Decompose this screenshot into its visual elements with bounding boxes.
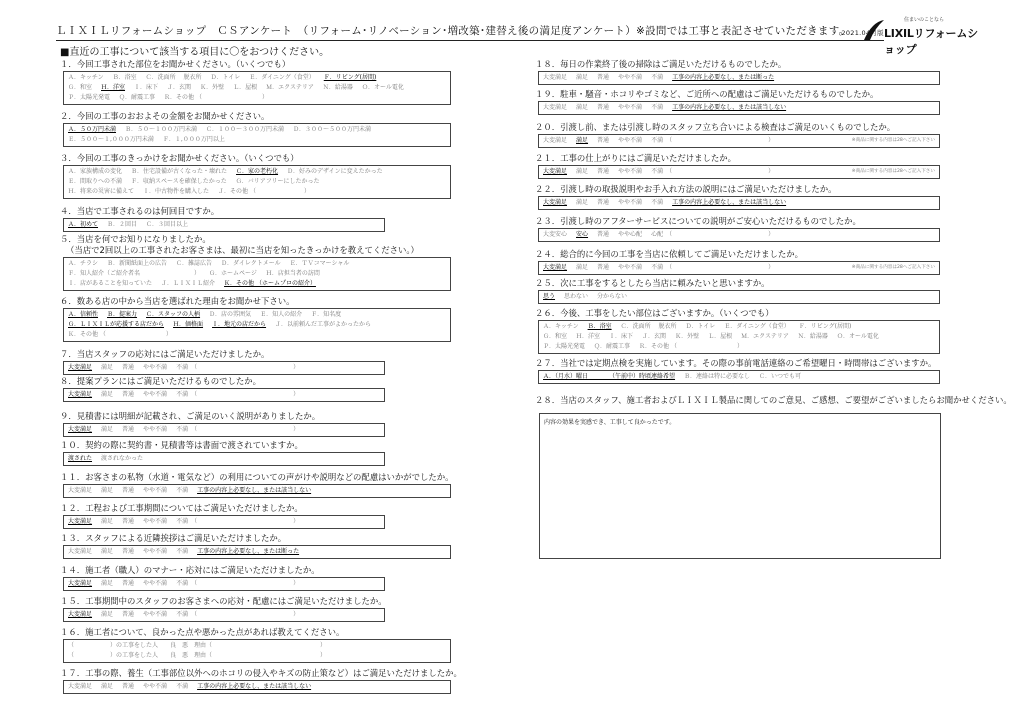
answer-row — [68, 320, 446, 330]
right-answer-box-1 — [538, 71, 940, 85]
option[interactable]: Ｋ．外壁 — [200, 84, 225, 91]
option[interactable]: Ｊ．玄関 — [167, 84, 192, 91]
answer-note: ※商品に関する内容は28へご記入下さい — [851, 265, 935, 270]
option[interactable]: Ｌ．屋根 — [708, 333, 733, 340]
option[interactable]: やや不満 — [143, 487, 168, 494]
option[interactable]: 不満 （ ） — [176, 391, 300, 398]
right-answer-box-4 — [538, 165, 940, 179]
left-answer-box-3 — [63, 165, 451, 199]
option[interactable]: 普通 — [122, 611, 135, 618]
option[interactable]: 渡されなかった — [101, 455, 144, 462]
option[interactable]: Ｂ．５０～１００万円未満 — [125, 126, 198, 133]
option[interactable]: 満足 — [101, 548, 114, 555]
option[interactable]: 大変満足 — [68, 487, 93, 494]
selected-option[interactable]: 大変満足 — [543, 168, 568, 175]
answer-row — [68, 390, 380, 400]
answer-row — [543, 292, 935, 302]
option[interactable]: 普通 — [597, 104, 610, 111]
option[interactable]: やや不満 — [143, 391, 168, 398]
answer-row — [68, 125, 446, 135]
option[interactable]: Ｆ．１,０００万円以上 — [162, 136, 225, 143]
option[interactable]: Ｃ．３回目以上 — [146, 221, 189, 228]
answer-row — [543, 230, 935, 240]
answer-row — [68, 269, 446, 279]
right-answer-box-10 — [538, 370, 940, 384]
option[interactable]: Ｉ．中古物件を購入した — [143, 188, 210, 195]
option[interactable]: 不満 （ ） — [176, 518, 300, 525]
option[interactable]: Ｂ．２回目 — [107, 221, 138, 228]
option[interactable]: 普通 — [122, 391, 135, 398]
option[interactable]: Ｂ．浴室 — [112, 74, 137, 81]
option[interactable]: やや不満 — [143, 611, 168, 618]
option[interactable]: やや不満 — [618, 137, 643, 144]
option[interactable]: 不満 （ ） — [651, 168, 775, 175]
option[interactable]: Ｅ．ダイニング（食堂） — [724, 323, 790, 330]
option[interactable]: Ｐ．太陽光発電 — [68, 94, 111, 101]
answer-row — [68, 486, 446, 496]
option[interactable]: やや不満 — [618, 74, 643, 81]
answer-row — [543, 332, 935, 342]
option[interactable]: やや心配 — [618, 231, 643, 238]
option[interactable]: 不満 （ ） — [176, 611, 300, 618]
option[interactable]: Ｃ．雑誌広告 — [176, 260, 213, 267]
option[interactable]: 満足 — [576, 74, 589, 81]
answer-row — [68, 93, 446, 103]
option[interactable]: Ｒ．その他 （ ） — [164, 94, 268, 101]
option[interactable]: やや不満 — [143, 364, 168, 371]
selected-option[interactable]: 大変満足 — [68, 391, 93, 398]
option[interactable]: 大変安心 — [543, 231, 568, 238]
intro-text: ■直近の工事について該当する項目に〇をおつけください。 — [60, 47, 330, 58]
option[interactable]: Ｎ．給湯器 — [322, 84, 353, 91]
right-question-4: ２１．工事の仕上がりにはご満足いただけましたか。 — [535, 153, 736, 163]
option[interactable]: Ｑ．耐震工事 — [119, 94, 156, 101]
selected-option[interactable]: Ｆ．リビング(居間) — [323, 74, 377, 81]
answer-row — [68, 579, 380, 589]
right-question-7: ２４．総合的に今回の工事を当店に依頼してご満足いただけましたか。 — [535, 249, 803, 259]
option[interactable]: 不満 — [651, 104, 664, 111]
option[interactable]: 普通 — [597, 74, 610, 81]
lixil-logo — [862, 14, 982, 56]
selected-option[interactable]: Ｃ．スタッフの人柄 — [146, 311, 201, 318]
selected-option[interactable]: 工事の内容上必要なし、または断った — [197, 548, 300, 555]
option[interactable]: Ｆ．知名度 — [311, 311, 342, 318]
left-question-9: ９．見積書には明細が記載され、ご満足のいく説明がありましたか。 — [60, 411, 321, 421]
left-question-6: ６．数ある店の中から当店を選ばれた理由をお聞かせ下さい。 — [60, 296, 295, 306]
option[interactable]: 不満 — [176, 548, 189, 555]
left-answer-box-8 — [63, 388, 385, 402]
answer-row — [68, 167, 446, 177]
selected-option[interactable]: Ｃ．家の老朽化 — [236, 168, 279, 175]
option[interactable]: 不満 — [651, 74, 664, 81]
right-answer-box-7 — [538, 261, 940, 275]
option[interactable]: Ｉ．店があることを知っていた — [68, 280, 153, 287]
option[interactable]: 普通 — [597, 137, 610, 144]
option[interactable]: Ｋ．外壁 — [675, 333, 700, 340]
selected-option[interactable]: Ｂ．浴室 — [587, 323, 612, 330]
selected-option[interactable]: 大変満足 — [68, 580, 93, 587]
selected-option[interactable]: 大変満足 — [68, 426, 93, 433]
option[interactable]: Ｏ．オール電化 — [836, 333, 879, 340]
option[interactable]: Ｌ．屋根 — [233, 84, 258, 91]
option[interactable]: Ｇ．バリアフリーにしたかった — [235, 178, 320, 185]
left-question-5-note: （当店で2回以上の工事されたお客さまは、最初に当店を知ったきっかけを教えてください。） — [66, 245, 419, 255]
option[interactable]: Ｈ．将来の災害に備えて — [68, 188, 135, 195]
right-answer-box-2 — [538, 101, 940, 115]
option[interactable]: Ｇ．和室 — [543, 333, 568, 340]
option[interactable]: Ｊ．その他 （ ） — [218, 188, 310, 195]
option[interactable]: Ｅ．５００～１,０００万円未満 — [68, 136, 154, 143]
option[interactable]: Ｃ．１００～３００万円未満 — [206, 126, 285, 133]
answer-row — [543, 136, 935, 146]
option[interactable]: 普通 — [122, 487, 135, 494]
right-answer-box-5 — [538, 196, 940, 210]
answer-row — [543, 263, 935, 273]
option[interactable]: Ｍ．エクステリア — [266, 84, 314, 91]
left-answer-box-17 — [63, 680, 451, 694]
option[interactable]: 不満 （ ） — [651, 264, 775, 271]
option[interactable]: 満足 — [101, 364, 114, 371]
left-question-1: １．今回工事された部位をお聞かせください。（いくつでも） — [60, 59, 291, 69]
selected-option[interactable]: 工事の内容上必要なし、または該当しない — [672, 199, 787, 206]
option[interactable]: 普通 — [122, 364, 135, 371]
answer-note: ※商品に関する内容は28へご記入下さい — [851, 138, 935, 143]
option[interactable]: Ｅ．知人の紹介 — [260, 311, 303, 318]
option[interactable]: 満足 — [101, 683, 114, 690]
option[interactable]: Ｐ．太陽光発電 — [543, 343, 586, 350]
option[interactable]: Ｅ．ダイニング（食堂） — [249, 74, 315, 81]
option[interactable]: Ｑ．耐震工事 — [594, 343, 631, 350]
option[interactable]: （ ）の工事をした人 良 悪 理由（ ） — [68, 642, 327, 649]
option[interactable]: Ｅ．間取りへの不満 — [68, 178, 123, 185]
selected-option[interactable]: 工事の内容上必要なし、または該当しない — [197, 683, 312, 690]
option[interactable]: 満足 — [101, 580, 114, 587]
option[interactable]: （ ）の工事をした人 良 悪 理由（ ） — [68, 652, 327, 659]
option[interactable]: Ｊ．以前頼んだ工事がよかったから — [275, 321, 372, 328]
option[interactable]: Ｒ．その他 （ ） — [639, 343, 743, 350]
answer-row — [68, 73, 446, 83]
right-answer-box-9 — [538, 320, 940, 354]
selected-option[interactable]: Ｂ．提案力 — [107, 311, 138, 318]
selected-option[interactable]: Ｇ．ＬＩＸＩＬが応援する店だから — [68, 321, 165, 328]
left-question-14: １４．施工者（職人）のマナー・応対にはご満足いただけましたか。 — [60, 565, 320, 575]
answer-row — [68, 330, 446, 340]
option[interactable]: Ｅ．ＴＶコマーシャル — [289, 260, 350, 267]
option[interactable]: 普通 — [597, 264, 610, 271]
option[interactable]: Ｊ．ＬＩＸＩＬ紹介 — [161, 280, 216, 287]
left-question-2: ２．今回の工事のおおよその金額をお聞かせください。 — [60, 111, 270, 121]
right-question-5: ２２．引渡し時の取扱説明やお手入れ方法の説明にはご満足いただけましたか。 — [535, 184, 837, 194]
left-question-4: ４．当店で工事されるのは何回目ですか。 — [60, 206, 220, 216]
answer-row — [68, 135, 446, 145]
option[interactable]: Ａ．キッチン — [68, 74, 104, 81]
answer-row — [68, 279, 446, 289]
left-question-7: ７．当店スタッフの応対にはご満足いただけましたか。 — [60, 349, 270, 359]
right-question-10: ２７．当社では定期点検を実施しています。その際の事前電話連絡のご希望曜日・時間帯はございますか。 — [535, 358, 937, 368]
option[interactable]: 普通 — [122, 426, 135, 433]
left-question-5: ５．当店を何でお知りになりましたか。 — [60, 234, 211, 244]
option[interactable]: 普通 — [597, 231, 610, 238]
answer-row — [543, 198, 935, 208]
right-question-9: ２６．今後、工事をしたい部位はございますか。（いくつでも） — [535, 308, 774, 318]
selected-option[interactable]: 大変満足 — [543, 199, 568, 206]
logo-tagline: 住まいのことなら — [904, 17, 945, 23]
left-answer-box-14 — [63, 577, 385, 591]
option[interactable]: 不満 （ ） — [176, 580, 300, 587]
left-question-12: １２．工程および工事期間についてはご満足いただけましたか。 — [60, 503, 303, 513]
option[interactable]: Ｄ．好みのデザインに変えたかった — [287, 168, 383, 175]
answer-row — [68, 177, 446, 187]
option[interactable]: やや不満 — [143, 548, 168, 555]
answer-row — [543, 167, 935, 177]
left-answer-box-16 — [63, 639, 451, 663]
selected-option[interactable]: 工事の内容上必要なし、または該当しない — [672, 104, 787, 111]
answer-row — [68, 363, 380, 373]
left-question-10: １０．契約の際に契約書・見積書等は書面で渡されていますか。 — [60, 440, 303, 450]
answer-row — [68, 220, 380, 230]
option[interactable]: 満足 — [576, 168, 589, 175]
right-answer-box-6 — [538, 228, 940, 242]
option[interactable]: 満足 — [576, 199, 589, 206]
selected-option[interactable]: Ａ．５０万円未満 — [68, 126, 117, 133]
option[interactable]: Ｈ．店担当者の訪問 — [265, 270, 320, 277]
answer-row — [543, 322, 935, 332]
option[interactable]: Ｃ．いつでも可 — [759, 373, 802, 380]
answer-row — [68, 610, 380, 620]
option[interactable]: やや不満 — [618, 199, 643, 206]
answer-row — [68, 259, 446, 269]
answer-row — [68, 454, 380, 464]
option[interactable]: Ｄ．トイレ — [210, 74, 241, 81]
left-answer-box-7 — [63, 361, 385, 375]
option[interactable]: Ｉ．床下 — [609, 333, 634, 340]
option[interactable]: Ｄ．ダイレクトメール — [221, 260, 281, 267]
selected-option[interactable]: 大変満足 — [68, 611, 93, 618]
option[interactable]: やや不満 — [143, 580, 168, 587]
option[interactable]: 大変満足 — [543, 104, 568, 111]
left-answer-box-11 — [63, 484, 451, 498]
selected-option[interactable]: 大変満足 — [68, 518, 93, 525]
left-question-11: １１．お客さまの私物（水道・電気など）の利用についての声がけや説明などの配慮はいかがでしたか。 — [60, 472, 454, 482]
answer-row — [68, 187, 446, 197]
option[interactable]: 大変満足 — [68, 548, 93, 555]
option[interactable]: Ｂ．連絡は特に必要なし — [684, 373, 751, 380]
option[interactable]: 普通 — [122, 580, 135, 587]
form-title — [56, 25, 884, 41]
left-answer-box-12 — [63, 515, 385, 529]
left-question-16: １６．施工者について、良かった点や悪かった点があれば教えてください。 — [60, 627, 345, 637]
option[interactable]: Ｎ．給湯器 — [797, 333, 828, 340]
option[interactable]: Ｄ．３００～５００万円未満 — [293, 126, 372, 133]
selected-option[interactable]: 工事の内容上必要なし、または断った — [672, 74, 775, 81]
option[interactable]: 満足 — [576, 104, 589, 111]
option[interactable]: 普通 — [122, 683, 135, 690]
option[interactable]: やや不満 — [618, 168, 643, 175]
selected-option[interactable]: Ｈ．洋室 — [101, 84, 126, 91]
selected-option[interactable]: Ｉ．地元の店だから — [212, 321, 267, 328]
option[interactable]: 分からない — [597, 293, 628, 300]
option[interactable]: 満足 — [101, 518, 114, 525]
option[interactable]: Ｂ．新聞紙面上の広告 — [107, 260, 168, 267]
option[interactable]: やや不満 — [143, 518, 168, 525]
left-answer-box-4 — [63, 218, 385, 232]
answer-row — [68, 83, 446, 93]
answer-row — [543, 73, 935, 83]
option[interactable]: 大変満足 — [68, 683, 93, 690]
answer-row — [68, 682, 446, 692]
selected-option[interactable]: 安心 — [576, 231, 589, 238]
option[interactable]: Ｇ．ホームページ — [209, 270, 257, 277]
left-answer-box-2 — [63, 123, 451, 147]
option[interactable]: Ｋ．その他 （ ） — [68, 331, 172, 338]
option[interactable]: 満足 — [101, 391, 114, 398]
option[interactable]: Ｆ．知人紹介（ご紹介者名 ） — [68, 270, 201, 277]
option[interactable]: 不満 （ ） — [176, 364, 300, 371]
left-answer-box-10 — [63, 452, 385, 466]
selected-option[interactable]: 満足 — [576, 137, 589, 144]
answer-row — [68, 547, 446, 557]
option[interactable]: 大変満足 — [543, 74, 568, 81]
option[interactable]: Ｉ．床下 — [134, 84, 159, 91]
option[interactable]: 普通 — [597, 168, 610, 175]
option[interactable]: 不満 — [176, 487, 189, 494]
option[interactable]: 不満 （ ） — [176, 426, 300, 433]
option[interactable]: Ｈ．洋室 — [576, 333, 601, 340]
left-question-15: １５．工事期間中のスタッフのお客さまへの応対・配慮にはご満足いただけましたか。 — [60, 596, 387, 606]
selected-option[interactable]: 渡された — [68, 455, 93, 462]
answer-row — [68, 651, 446, 661]
comment-box[interactable]: 内容の効果を実感でき、工事して良かったです。 — [539, 413, 941, 559]
right-question-6: ２３．引渡し時のアフターサービスについての説明がご安心いただけるものでしたか。 — [535, 216, 861, 226]
option[interactable]: やや不満 — [143, 683, 168, 690]
title-text: ＬＩＸＩＬリフォームショップ ＣＳアンケート （リフォーム･リノベーション･増改築･建替え後の満足度アンケート）※設問では工事と表記させていただきます。 — [56, 25, 850, 37]
right-question-3: ２０．引渡し前、または引渡し時のスタッフ立ち合いによる検査はご満足のいくものでしたか。 — [535, 122, 896, 132]
answer-row — [543, 103, 935, 113]
selected-option[interactable]: 工事の内容上必要なし、または該当しない — [197, 487, 312, 494]
right-answer-box-3 — [538, 134, 940, 148]
selected-option[interactable]: Ａ．初めて — [68, 221, 99, 228]
left-question-8: ８．提案プランにはご満足いただけるものでしたか。 — [60, 376, 261, 386]
option[interactable]: Ｂ．住宅設備が古くなった・壊れた — [131, 168, 228, 175]
selected-option[interactable]: Ｈ．価格面 — [173, 321, 204, 328]
right-question-1: １８．毎日の作業終了後の掃除はご満足いただけるものでしたか。 — [535, 59, 787, 69]
left-answer-box-9 — [63, 423, 385, 437]
option[interactable]: Ｆ．収納スペースを確保したかった — [131, 178, 227, 185]
answer-note: ※商品に関する内容は28へご記入下さい — [851, 169, 935, 174]
left-answer-box-1 — [63, 71, 451, 105]
option[interactable]: Ｄ．トイレ — [685, 323, 716, 330]
option[interactable]: やや不満 — [618, 264, 643, 271]
option[interactable]: Ｊ．玄関 — [642, 333, 667, 340]
right-question-2: １９．駐車・騒音・ホコリやゴミなど、ご近所への配慮はご満足いただけるものでしたか。 — [535, 89, 879, 99]
option[interactable]: 普通 — [122, 518, 135, 525]
option[interactable]: Ｃ．洗面所 脱衣所 — [620, 323, 677, 330]
option[interactable]: 不満 — [651, 199, 664, 206]
option[interactable]: Ａ．家族構成の変化 — [68, 168, 123, 175]
answer-row — [543, 342, 935, 352]
answer-row — [543, 372, 935, 382]
selected-option[interactable]: Ｋ．その他 （ホームプロの紹介） — [224, 280, 316, 287]
option[interactable]: 大変満足 — [543, 137, 568, 144]
option[interactable]: Ｃ．洗面所 脱衣所 — [145, 74, 202, 81]
option[interactable]: Ａ．チラシ — [68, 260, 99, 267]
answer-row — [68, 641, 446, 651]
left-answer-box-13 — [63, 545, 451, 559]
option[interactable]: 不満 （ ） — [651, 137, 775, 144]
option[interactable]: 満足 — [101, 426, 114, 433]
right-question-11: ２８．当店のスタッフ、施工者およびＬＩＸＩＬ製品に関してのご意見、ご感想、ご要望がございましたらお聞かせください。 — [535, 395, 1012, 405]
option[interactable]: やや不満 — [618, 104, 643, 111]
option[interactable]: Ｏ．オール電化 — [361, 84, 404, 91]
left-answer-box-15 — [63, 608, 385, 622]
option[interactable]: やや不満 — [143, 426, 168, 433]
left-answer-box-5 — [63, 257, 451, 291]
answer-row — [68, 310, 446, 320]
option[interactable]: 普通 — [122, 548, 135, 555]
logo-name: LIXILリフォームショップ — [884, 27, 978, 56]
option[interactable]: 心配 （ ） — [651, 231, 775, 238]
left-answer-box-6 — [63, 308, 451, 342]
right-answer-box-8 — [538, 290, 940, 304]
logo-swoosh-icon — [862, 18, 886, 42]
option[interactable]: 思わない — [564, 293, 589, 300]
answer-row — [68, 517, 380, 527]
option[interactable]: 不満 — [176, 683, 189, 690]
option[interactable]: 満足 — [576, 264, 589, 271]
option[interactable]: Ｍ．エクステリア — [741, 333, 789, 340]
option[interactable]: Ｄ．店の雰囲気 — [209, 311, 252, 318]
selected-option[interactable]: 大変満足 — [543, 264, 568, 271]
right-question-8: ２５．次に工事をするとしたら当店に頼みたいと思いますか。 — [535, 278, 770, 288]
left-question-13: １３．スタッフによる近隣挨拶はご満足いただけましたか。 — [60, 533, 287, 543]
form-date: 2021.04月版 — [841, 29, 884, 37]
option[interactable]: Ａ．キッチン — [543, 323, 579, 330]
option[interactable]: 満足 — [101, 611, 114, 618]
selected-option[interactable]: Ａ．（月水）曜日 （午前中）時頃連絡希望 — [543, 373, 676, 380]
answer-row — [68, 425, 380, 435]
left-question-3: ３．今回の工事のきっかけをお聞かせください。（いくつでも） — [60, 153, 299, 163]
option[interactable]: Ｇ．和室 — [68, 84, 93, 91]
selected-option[interactable]: 大変満足 — [68, 364, 93, 371]
option[interactable]: 満足 — [101, 487, 114, 494]
selected-option[interactable]: Ａ．信頼性 — [68, 311, 99, 318]
left-question-17: １７．工事の際、養生（工事部位以外へのホコリの侵入やキズの防止策など）はご満足いただけましたか。 — [60, 668, 462, 678]
option[interactable]: 普通 — [597, 199, 610, 206]
option[interactable]: Ｆ．リビング(居間) — [798, 323, 852, 330]
selected-option[interactable]: 思う — [543, 293, 556, 300]
